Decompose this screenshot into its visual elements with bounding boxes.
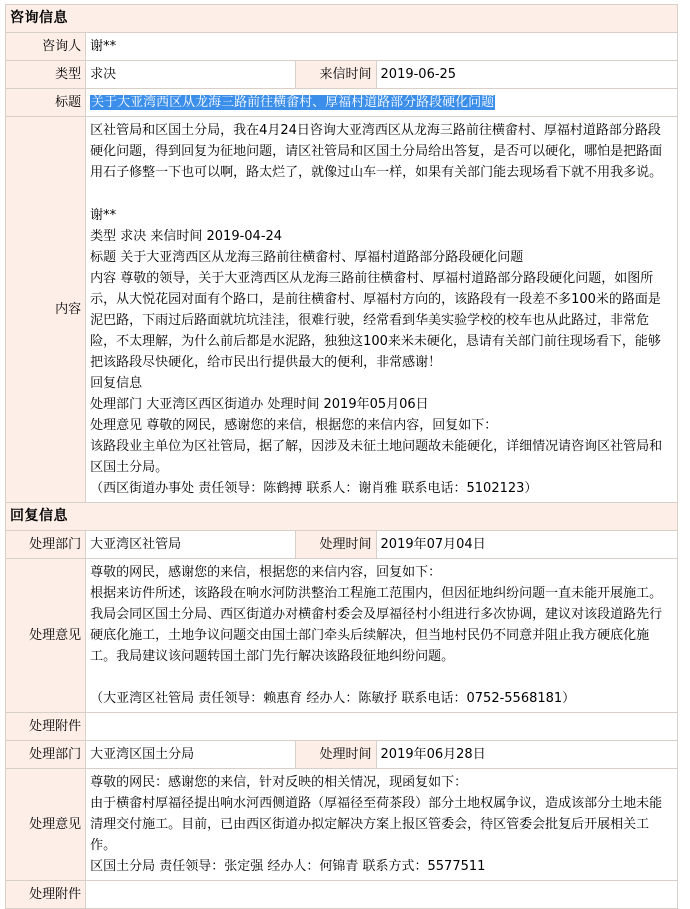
inquiry-title-label: 标题 (6, 89, 86, 117)
reply-opinion-value-2 (86, 769, 678, 881)
content-line: 该路段业主单位为区社管局，据了解，因涉及未征土地问题故未能硬化，详细情况请咨询区社管局和区国土分局。 (90, 438, 663, 475)
inquiry-section-heading: 咨询信息 (6, 5, 678, 33)
reply-handle-time-value: 2019年07月04日 (376, 530, 677, 558)
reply-handle-time-value-2: 2019年06月28日 (376, 741, 677, 769)
reply-department-value: 大亚湾区社管局 (86, 530, 296, 558)
content-line: 内容 尊敬的领导，关于大亚湾西区从龙海三路前往横畲村、厚福村道路部分路段硬化问题，如图所示，从大悦花园对面有个路口，是前往横畲村、厚福村方向的，该路段有一段差不多100米的路面是泥巴路，下雨过后路面就坑坑洼洼，很难行驶，经常看到华美实验学校的校车也从此路过，非常危险，不太理解，为什么前后都是水泥路，独独这100来米未硬化，恳请有关部门前往现场看下，能够把该路段尽快硬化，给市民出行提供最大的便利，非常感谢！ (90, 270, 661, 370)
reply-opinion-value (86, 558, 678, 713)
reply-attachment-label: 处理附件 (6, 713, 86, 741)
reply-opinion-row-2 (6, 769, 678, 881)
reply-department-value-2: 大亚湾区国土分局 (86, 741, 296, 769)
content-line: 谢** (90, 207, 117, 223)
reply-opinion-row (6, 558, 678, 713)
content-line: 处理部门 大亚湾区西区街道办 处理时间 2019年05月06日 (90, 396, 429, 412)
reply-section-header-row (6, 502, 678, 530)
inquiry-person-row (6, 33, 678, 61)
reply-attachment-row-2 (6, 881, 678, 909)
content-line: 处理意见 尊敬的网民，感谢您的来信，根据您的来信内容，回复如下： (90, 417, 498, 433)
content-line: 由于横畲村厚福径提出响水河西侧道路（厚福径至荷茶段）部分土地权属争议，造成该部分土地未能清理交付施工。目前，已由西区街道办拟定解决方案上报区管委会，待区管委会批复后开展相关工作。 (90, 796, 663, 853)
inquiry-type-label: 类型 (6, 61, 86, 89)
reply-attachment-row (6, 713, 678, 741)
content-line (90, 183, 673, 205)
inquiry-type-row (6, 61, 678, 89)
inquiry-section-header-row (6, 5, 678, 33)
content-line: 根据来访件所述，该路段在响水河防洪整治工程施工范围内，但因征地纠纷问题一直未能开展施工。我局会同区国土分局、西区街道办对横畲村委会及厚福径村小组进行多次协调，建议对该段道路先行硬底化施工，土地争议问题交由国土部门牵头后续解决，但当地村民仍不同意并阻止我方硬底化施工。我局建议该问题转国土部门先行解决该路段征地纠纷问题。 (90, 585, 663, 664)
content-line: （大亚湾区社管局 责任领导：赖惠育 经办人：陈敏抒 联系电话：0752-5568181） (90, 691, 576, 706)
inquiry-content-value (86, 117, 678, 503)
content-line: 尊敬的网民：感谢您的来信，针对反映的相关情况，现函复如下： (90, 775, 468, 790)
inquiry-response-table (5, 4, 678, 909)
inquiry-type-value: 求决 (86, 61, 296, 89)
reply-handle-time-label: 处理时间 (296, 530, 376, 558)
inquiry-letter-time-value: 2019-06-25 (376, 61, 677, 89)
content-line: （西区街道办事处 责任领导：陈鹤搏 联系人：谢肖雅 联系电话：5102123） (90, 480, 538, 496)
reply-department-row-2 (6, 741, 678, 769)
inquiry-content-row (6, 117, 678, 503)
inquiry-person-label: 咨询人 (6, 33, 86, 61)
content-line (90, 667, 673, 689)
reply-opinion-label: 处理意见 (6, 558, 86, 713)
reply-attachment-value (86, 713, 678, 741)
reply-attachment-value-2 (86, 881, 678, 909)
inquiry-person-value: 谢** (86, 33, 678, 61)
inquiry-title-cell[interactable] (86, 89, 678, 117)
reply-opinion-label-2: 处理意见 (6, 769, 86, 881)
content-line: 回复信息 (90, 375, 143, 391)
content-line: 区国土分局 责任领导：张定强 经办人：何锦青 联系方式：5577511 (90, 859, 486, 874)
reply-section-heading: 回复信息 (6, 502, 678, 530)
inquiry-letter-time-label: 来信时间 (296, 61, 376, 89)
content-line: 类型 求决 来信时间 2019-04-24 (90, 228, 283, 244)
inquiry-title-value-selected[interactable]: 关于大亚湾西区从龙海三路前往横畲村、厚福村道路部分路段硬化问题 (91, 95, 495, 110)
inquiry-title-row (6, 89, 678, 117)
content-line: 标题 关于大亚湾西区从龙海三路前往横畲村、厚福村道路部分路段硬化问题 (90, 249, 524, 265)
content-line: 区社管局和区国土分局，我在4月24日咨询大亚湾西区从龙海三路前往横畲村、厚福村道路部分路段硬化问题，得到回复为征地问题，请区社管局和区国土分局给出答复，是否可以硬化，哪怕是把路面用石子修整一下也可以啊，路太烂了，就像过山车一样，如果有关部门能去现场看下就不用我多说。 (90, 123, 663, 180)
reply-department-label: 处理部门 (6, 530, 86, 558)
reply-handle-time-label-2: 处理时间 (296, 741, 376, 769)
reply-department-label-2: 处理部门 (6, 741, 86, 769)
reply-attachment-label-2: 处理附件 (6, 881, 86, 909)
inquiry-content-label: 内容 (6, 117, 86, 503)
content-line: 尊敬的网民，感谢您的来信，根据您的来信内容，回复如下： (90, 564, 442, 580)
reply-department-row (6, 530, 678, 558)
